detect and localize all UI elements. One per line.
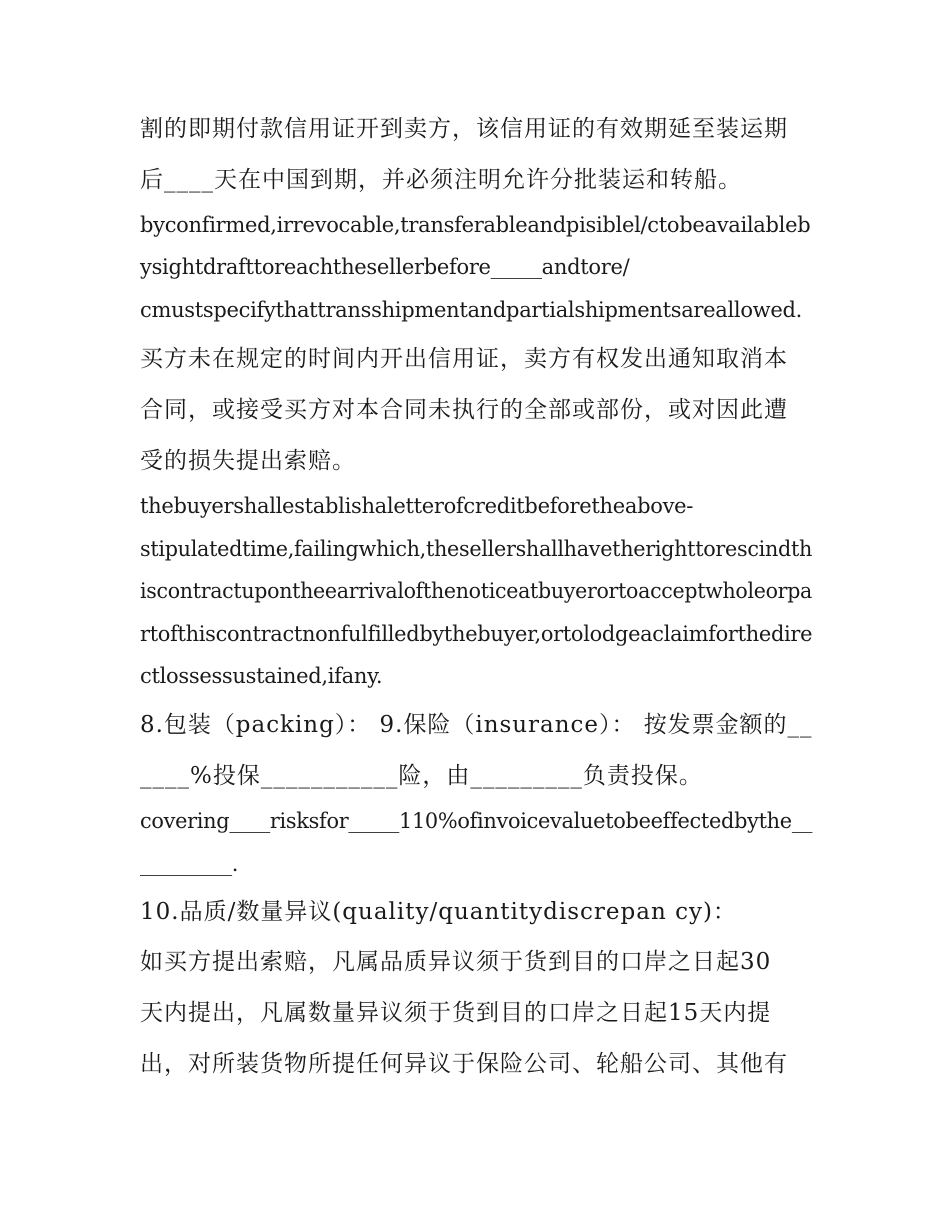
text-line-3: byconfirmed,irrevocable,transferableandpisiblel/ctobeavailableb: [140, 213, 811, 237]
text-line-18: 10.品质/数量异议(quality/quantitydiscrepan cy)：: [140, 899, 737, 925]
text-line-9: thebuyershallestablishaletterofcreditbeforetheabove-: [140, 494, 694, 518]
text-line-8: 受的损失提出索赔。: [140, 448, 356, 474]
text-line-12: rtofthiscontractnonfulfilledbythebuyer,ortolodgeaclaimforthedire: [140, 622, 813, 646]
text-line-17: _________.: [140, 852, 239, 876]
text-line-4: ysightdrafttoreachthesellerbefore_____andtore/: [140, 255, 630, 279]
text-line-15: ____%投保___________险，由_________负责投保。: [140, 763, 703, 789]
text-line-20: 天内提出，凡属数量异议须于货到目的口岸之日起15天内提: [140, 1000, 772, 1026]
text-line-13: ctlossessustained,ifany.: [140, 664, 383, 688]
text-line-6: 买方未在规定的时间内开出信用证，卖方有权发出通知取消本: [140, 346, 788, 372]
text-line-16: covering____risksfor_____110%ofinvoicevaluetobeeffectedbythe__: [140, 809, 813, 833]
text-line-5: cmustspecifythattransshipmentandpartialshipmentsareallowed.: [140, 298, 802, 322]
text-line-11: iscontractupontheearrivalofthenoticeatbuyerortoacceptwholeorpa: [140, 579, 813, 603]
text-line-21: 出，对所装货物所提任何异议于保险公司、轮船公司、其他有: [140, 1051, 788, 1077]
text-line-10: stipulatedtime,failingwhich,thesellershallhavetherighttorescindth: [140, 537, 813, 561]
text-line-7: 合同，或接受买方对本合同未执行的全部或部份，或对因此遭: [140, 397, 788, 423]
text-line-14: 8.包装（packing）： 9.保险（insurance）： 按发票金额的__: [140, 712, 813, 738]
text-line-19: 如买方提出索赔，凡属品质异议须于货到目的口岸之日起30: [140, 949, 772, 975]
text-line-2: 后____天在中国到期，并必须注明允许分批装运和转船。: [140, 167, 742, 193]
text-line-1: 割的即期付款信用证开到卖方，该信用证的有效期延至装运期: [140, 116, 788, 142]
